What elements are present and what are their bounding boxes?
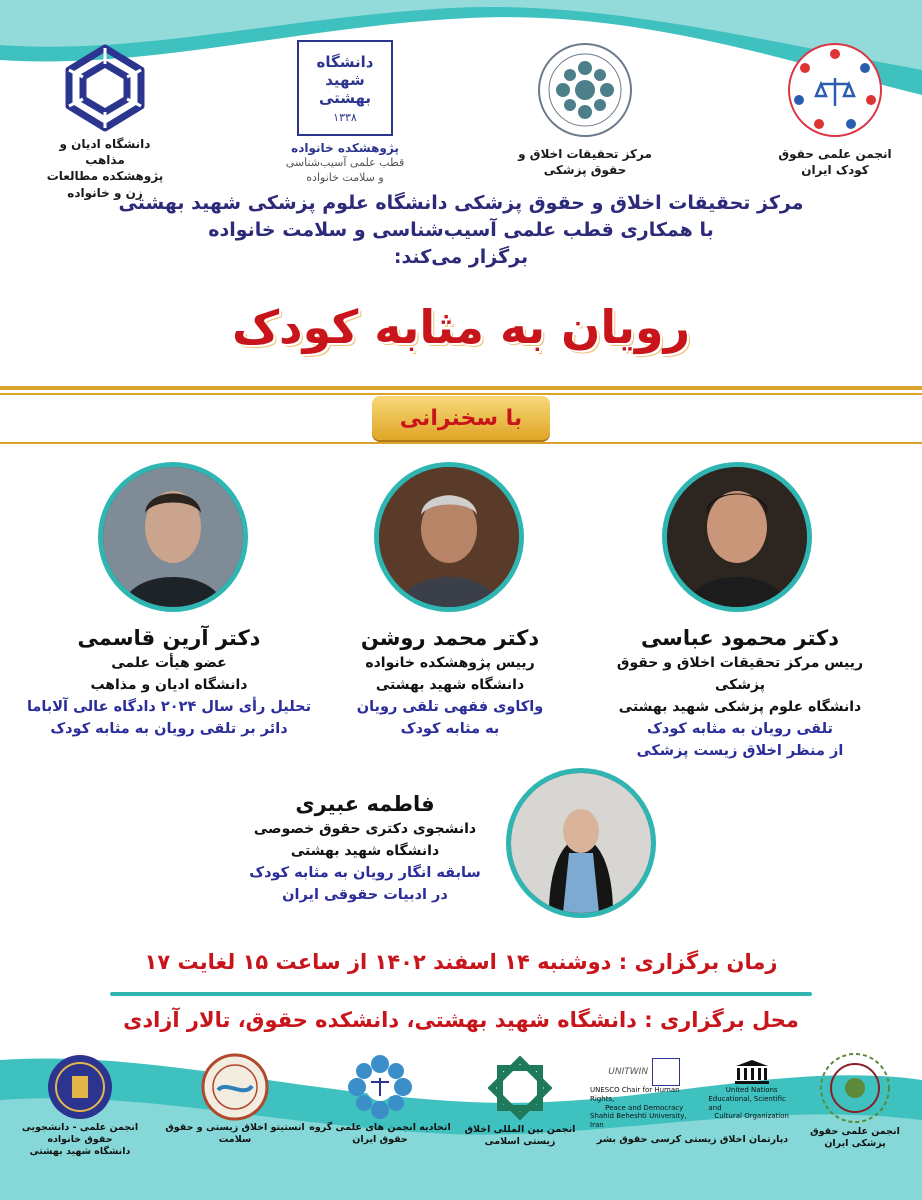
speaker-abbasi [590,624,890,762]
ethics-center-caption: مرکز تحقیقات اخلاق و حقوق پزشکی [518,147,652,178]
unesco-chair-line-1: UNESCO Chair for Human Rights, [590,1086,680,1103]
speaker-role-1: عضو هیأت علمی [111,655,227,671]
speaker-topic-2: در ادبیات حقوقی ایران [282,887,448,903]
family-law-assoc-logo [10,1052,150,1158]
speaker-roshan [325,624,575,740]
ethics-center-emblem-icon [535,40,635,140]
speaker-role-2: دانشگاه شهید بهشتی [290,843,440,859]
event-location: محل برگزاری : دانشگاه شهید بهشتی، دانشکده حقوق، تالار آزادی [123,1008,799,1032]
speaker-obeiri-photo [506,768,656,918]
legal-assoc-union-logo [305,1052,455,1146]
event-time: زمان برگزاری : دوشنبه ۱۴ اسفند ۱۴۰۲ از ساعت ۱۵ لغایت ۱۷ [144,950,778,974]
speaker-topic-1: سابقه انگار رویان به مثابه کودک [249,865,481,881]
unesco-temple-icon [732,1058,772,1086]
speaker-role-2: دانشگاه شهید بهشتی [375,677,525,693]
family-institute-caption-title: پژوهشکده خانواده [291,141,399,155]
speaker-topic-2: دائر بر تلقی رویان به مثابه کودک [50,721,288,737]
speaker-name: دکتر محمود عباسی [640,626,840,650]
gold-divider-bottom-thin [0,442,922,444]
religions-university-emblem-icon [57,40,153,136]
event-title: رویان به مثابه کودک [231,300,691,354]
family-law-caption-1: انجمن علمی - دانشجویی حقوق خانواده [21,1122,139,1145]
bioethics-institute-caption: انستیتو اخلاق زیستی و حقوق سلامت [165,1122,305,1145]
medical-law-caption: انجمن علمی حقوق پزشکی ایران [810,1126,900,1149]
speaker-topic-2: از منظر اخلاق زیست پزشکی [636,743,844,759]
speaker-role-1: رییس پژوهشکده خانواده [365,655,535,671]
family-institute-logo [275,40,415,186]
speaker-roshan-photo [374,462,524,612]
speaker-topic-1: تحلیل رأی سال ۲۰۲۴ دادگاه عالی آلاباما [26,699,312,715]
speaker-obeiri [220,790,510,906]
unitwin-label: UNITWIN [608,1067,649,1077]
intl-islamic-bioethics-logo [460,1052,580,1148]
legal-assoc-union-caption: اتحادیه انجمن های علمی گروه حقوق ایران [309,1122,451,1145]
speakers-heading: با سخنرانی [372,396,550,440]
unesco-chair-line-2: Peace and Democracy [605,1103,684,1112]
speaker-topic-1: واکاوی فقهی تلقی رویان [356,699,544,715]
speaker-role-2: دانشگاه ادیان و مذاهب [90,677,248,693]
unesco-chair-line-3: Shahid Beheshti University, Iran [590,1112,687,1129]
star-scales-emblem-icon [345,1052,415,1122]
ethics-center-logo [505,40,665,178]
religions-university-caption-1: دانشگاه ادیان و مذاهب [59,137,151,168]
religions-university-caption-2: پژوهشکده مطالعات زن و خانواده [46,169,164,200]
unesco-chair-logo [590,1058,795,1146]
speaker-ghasemi-photo [98,462,248,612]
sbu-mini-emblem-icon [652,1058,680,1086]
speaker-role-2: دانشگاه علوم پزشکی شهید بهشتی [618,699,862,715]
family-institute-emblem-text: دانشگاه شهید بهشتی [316,52,374,107]
family-institute-caption-1: قطب علمی آسیب‌شناسی [285,156,405,170]
family-law-caption-2: دانشگاه شهید بهشتی [29,1145,131,1157]
unesco-org-line-3: Cultural Organization [714,1112,789,1121]
family-institute-emblem-icon [297,40,393,136]
gold-divider-top [0,386,922,390]
child-rights-caption: انجمن علمی حقوق کودک ایران [778,147,892,178]
unesco-chair-caption: دپارتمان اخلاق زیستی کرسی حقوق بشر [596,1133,789,1145]
intro-block [0,190,922,271]
speaker-abbasi-photo [662,462,812,612]
intro-line-2: با همکاری قطب علمی آسیب‌شناسی و سلامت خانواده [208,219,714,241]
speaker-role-1: رییس مرکز تحقیقات اخلاق و حقوق پزشکی [616,655,864,693]
teal-divider [110,992,812,996]
speaker-topic-1: تلقی رویان به مثابه کودک [647,721,833,737]
religions-university-logo [40,40,170,201]
intl-islamic-caption: انجمن بین المللی اخلاق زیستی اسلامی [464,1124,576,1147]
bioethics-institute-logo [160,1052,310,1146]
speaker-name: دکتر آرین قاسمی [77,626,261,650]
speaker-ghasemi [14,624,324,740]
family-law-emblem-icon [45,1052,115,1122]
intro-line-3: برگزار می‌کند: [393,246,529,268]
child-rights-emblem-icon [785,40,885,140]
medical-law-logo [800,1050,910,1150]
family-institute-emblem-year: ۱۳۳۸ [333,110,357,124]
speaker-topic-2: به مثابه کودک [400,721,500,737]
family-institute-caption-2: و سلامت خانواده [306,171,384,185]
unesco-org-line-2: Educational, Scientific and [708,1094,786,1112]
islamic-knot-emblem-icon [484,1052,556,1124]
medical-law-emblem-icon [817,1050,893,1126]
bioethics-institute-emblem-icon [200,1052,270,1122]
intro-line-1: مرکز تحقیقات اخلاق و حقوق پزشکی دانشگاه علوم پزشکی شهید بهشتی [118,192,804,214]
gold-divider-top-thin [0,393,922,395]
unesco-org-line-1: United Nations [725,1086,778,1094]
speaker-name: دکتر محمد روشن [360,626,540,650]
speaker-role-1: دانشجوی دکتری حقوق خصوصی [253,821,477,837]
speaker-name: فاطمه عبیری [295,792,435,816]
child-rights-logo [760,40,910,178]
